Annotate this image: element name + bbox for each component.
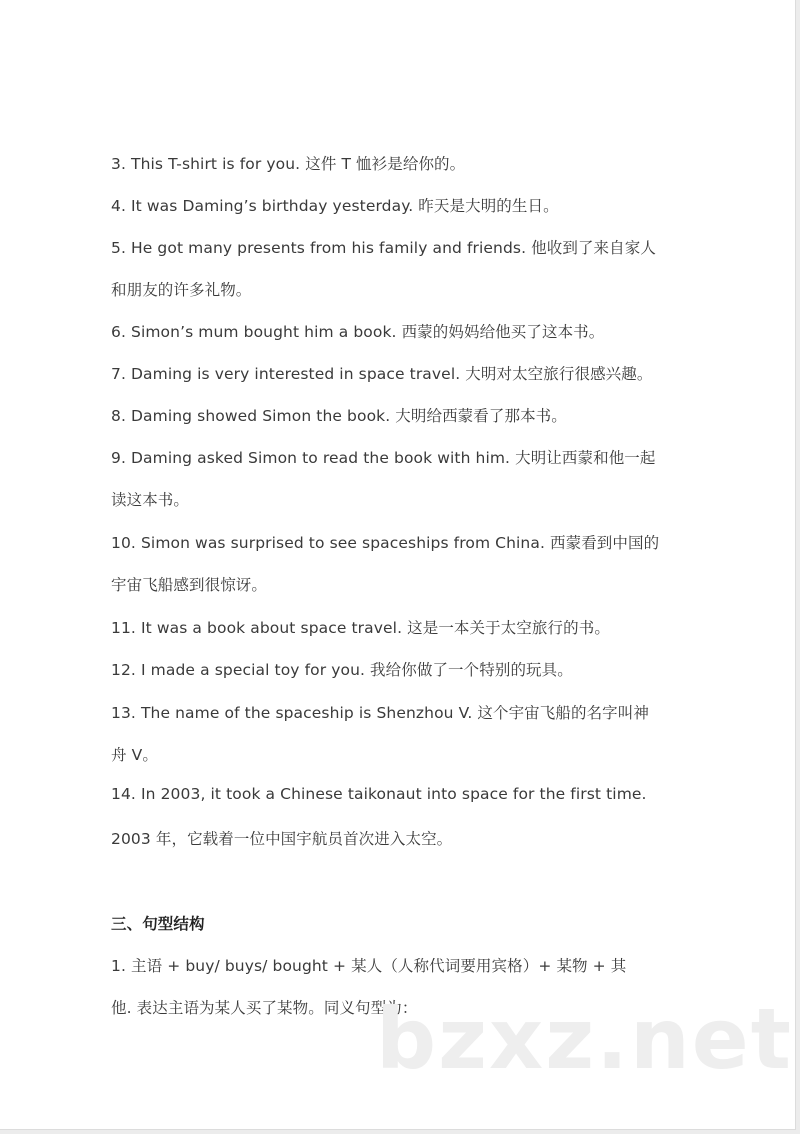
sentence-11: 11. It was a book about space travel. 这是一本关于太空旅行的书。 <box>111 619 610 637</box>
section-heading: 三、句型结构 <box>111 915 205 933</box>
sentence-6: 6. Simon’s mum bought him a book. 西蒙的妈妈给他买了这本书。 <box>111 323 605 341</box>
sentence-14-cont: 2003 年，它载着一位中国宇航员首次进入太空。 <box>111 830 453 848</box>
sentence-10-cont: 宇宙飞船感到很惊讶。 <box>111 576 268 594</box>
watermark: bzxz.net <box>376 990 793 1088</box>
sentence-9-cont: 读这本书。 <box>111 491 190 509</box>
sentence-9: 9. Daming asked Simon to read the book with him. 大明让西蒙和他一起 <box>111 449 656 467</box>
sentence-8: 8. Daming showed Simon the book. 大明给西蒙看了那本书。 <box>111 407 567 425</box>
sentence-3: 3. This T-shirt is for you. 这件 T 恤衫是给你的。 <box>111 155 466 173</box>
sentence-13: 13. The name of the spaceship is Shenzhou V. 这个宇宙飞船的名字叫神 <box>111 704 649 722</box>
sentence-5-cont: 和朋友的许多礼物。 <box>111 281 252 299</box>
sentence-10: 10. Simon was surprised to see spaceships from China. 西蒙看到中国的 <box>111 534 660 552</box>
structure-line-1: 1. 主语 + buy/ buys/ bought + 某人（人称代词要用宾格）+ 某物 + 其 <box>111 957 627 975</box>
sentence-4: 4. It was Daming’s birthday yesterday. 昨天是大明的生日。 <box>111 197 559 215</box>
sentence-13-cont: 舟 V。 <box>111 746 158 764</box>
structure-line-2: 他. 表达主语为某人买了某物。同义句型为： <box>111 999 418 1017</box>
sentence-7: 7. Daming is very interested in space travel. 大明对太空旅行很感兴趣。 <box>111 365 653 383</box>
sentence-5: 5. He got many presents from his family and friends. 他收到了来自家人 <box>111 239 656 257</box>
sentence-12: 12. I made a special toy for you. 我给你做了一个特别的玩具。 <box>111 661 573 679</box>
sentence-14: 14. In 2003, it took a Chinese taikonaut into space for the first time. <box>111 785 647 803</box>
